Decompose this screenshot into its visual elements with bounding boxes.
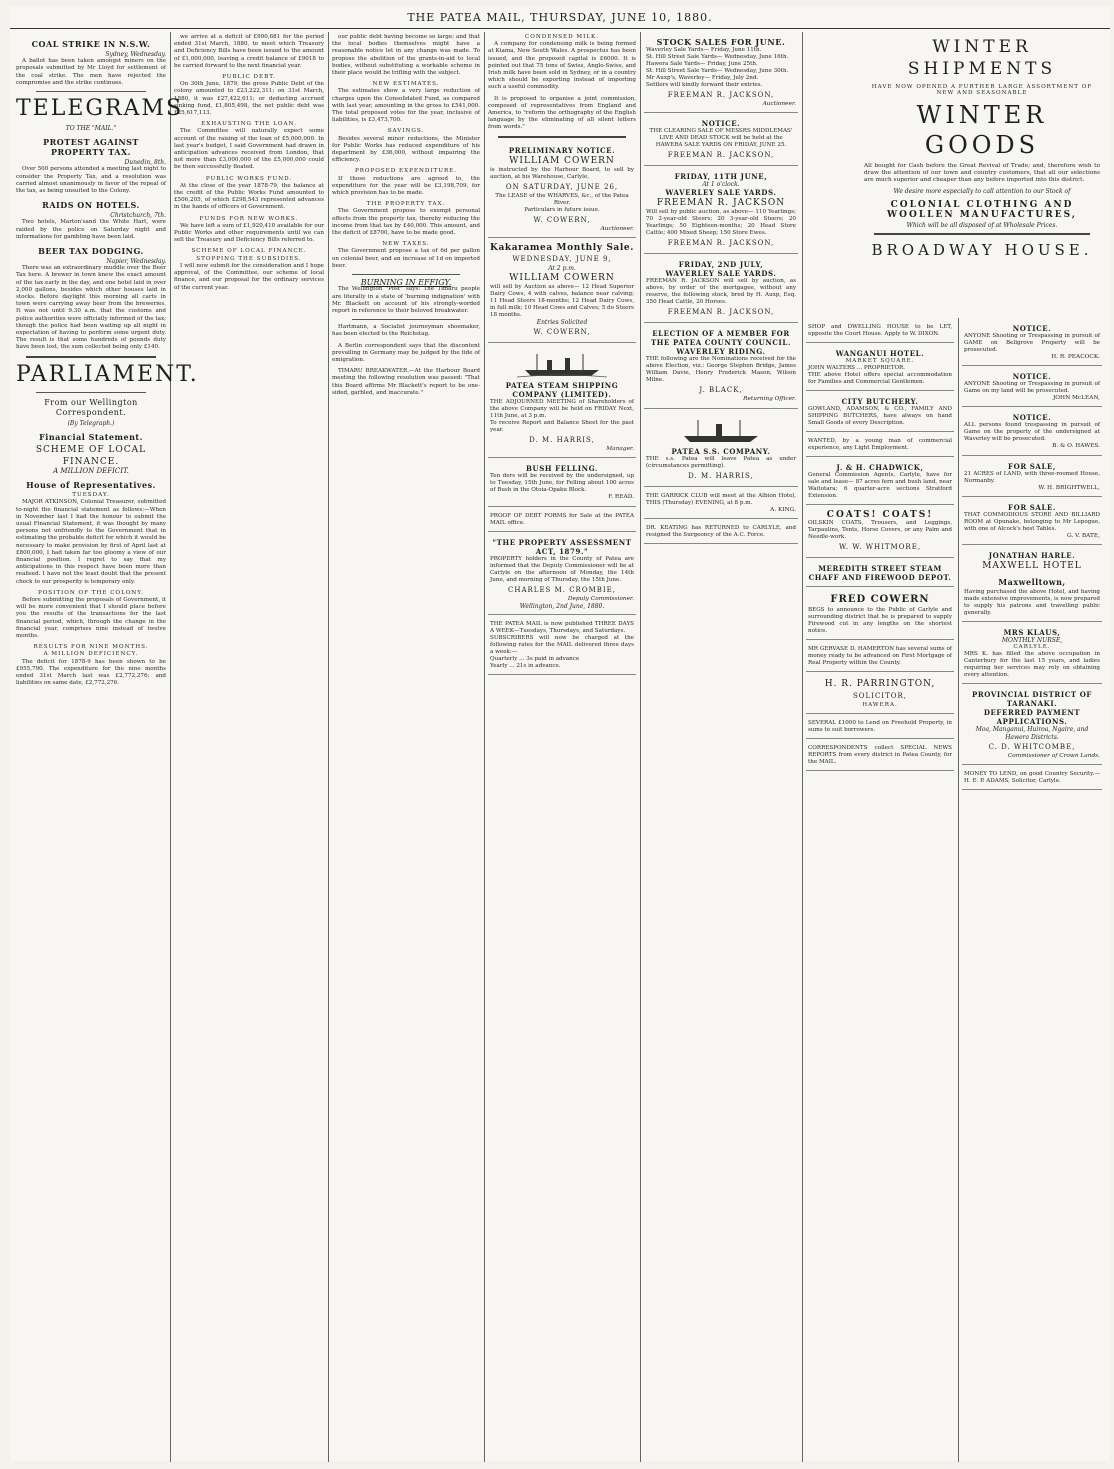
ad-signature: FREEMAN R. JACKSON, — [667, 308, 775, 317]
newspaper-page — [10, 6, 1110, 1461]
ad-text: Ten ders will be received by the undersigned, up to Tuesday, 15th June, for Felling about 100 acres of Bush in the Otoia-Opaku Block. — [490, 473, 634, 494]
ad-line: Mr Auxp's, Waverley— Friday, July 2nd. — [646, 75, 759, 81]
ad-signature: W. COWERN, — [533, 328, 591, 337]
ad-text: BEGS to announce to the Public of Carlyle and surrounding district that he is prepared to supply Firewood cut in any lengths on the shortest notice. — [808, 607, 952, 635]
ad-text: MR GERVASE D. HAMERTON has several sums of money ready to be advanced on First Mortgage of Real Property within the County. — [808, 646, 952, 667]
ad-time: At 2 p.m. — [548, 264, 576, 272]
ad-role: Returning Officer. — [743, 396, 796, 403]
ad-auctioneer: FREEMAN R. JACKSON — [656, 198, 786, 209]
ad-role: Manager. — [606, 446, 634, 453]
ad-title: ELECTION OF A MEMBER FOR THE PATEA COUNTY COUNCIL. — [650, 329, 791, 348]
article-text: The Government propose to exempt personal effects from the property tax, thereby reducing the income from that tax by £40,000. This amount, and the deficit of £8700, have to be made good. — [332, 208, 480, 237]
winter-shipments-ad — [864, 36, 1100, 261]
ad-chadwick — [806, 459, 954, 505]
ad-title: NOTICE. — [701, 119, 741, 129]
ad-text: THE PATEA MAIL is now published THREE DAYS A WEEK—Tuesdays, Thursdays, and Saturdays. — [490, 621, 634, 635]
ad-garrick-club — [644, 489, 798, 519]
ad-signature: B. & O. HAWES. — [1052, 443, 1100, 450]
ad-text: SEVERAL £1000 to Lend on Freehold Property, in sums to suit borrowers. — [808, 720, 952, 734]
ad-text: THE s.s. Patea will leave Patea as under (circumstances permitting). — [646, 455, 796, 469]
ad-heading: WAVERLEY SALE YARDS. — [665, 269, 777, 279]
ad-title: WANGANUI HOTEL. — [835, 349, 925, 358]
ad-heading: WINTER GOODS — [916, 101, 1048, 159]
heading-position: POSITION OF THE COLONY. — [37, 589, 145, 596]
ad-wanted — [806, 434, 954, 457]
heading-beer-tax: BEER TAX DODGING. — [38, 246, 144, 257]
divider — [874, 233, 1090, 235]
ad-dr-keating — [644, 521, 798, 544]
ad-provincial-district — [962, 686, 1102, 765]
ad-signature: W. W. WHITMORE, — [838, 543, 922, 552]
ad-text: All bought for Cash before the Great Revival of Trade; and, therefore wish to draw the attention of our town and country customers, that all our selections are much superior and cheaper than any before imported into this district. — [864, 163, 1100, 184]
ad-title: PROVINCIAL DISTRICT OF TARANAKI. — [972, 690, 1092, 709]
ad-title: CITY BUTCHERY. — [841, 397, 919, 407]
ad-heading: DEFERRED PAYMENT APPLICATIONS. — [983, 708, 1081, 727]
ad-text: Quarterly ... 3s paid in advance — [490, 656, 580, 663]
article-text: Before submitting the proposals of Government, it will be more convenient that I should place before you the results of the transactions for the last financial period, which, through the change in the financial year, comprises nine instead of twelve months. — [16, 596, 166, 639]
ad-text: The LEASE of the WHARVES, &c., of the Patea River. — [495, 192, 629, 206]
ad-title: PATEA STEAM SHIPPING COMPANY (LIMITED). — [505, 381, 619, 400]
ad-signature: FREEMAN R. JACKSON, — [667, 151, 775, 160]
ad-role: Auctioneer. — [762, 101, 796, 107]
heading-deficiency: A MILLION DEFICIENCY. — [43, 651, 139, 658]
article-text: A Berlin correspondent says that the discontent prevailing in Germany may be judged by the tide of emigration. — [332, 342, 480, 363]
ad-chaff-depot — [806, 560, 954, 587]
ad-text: FREEMAN R. JACKSON will sell by auction, as above, by order of the mortgagee, without any reserve, the following stock, bred by H. Auxp, Esq. 350 Head Cattle, 20 Horses. — [646, 278, 796, 306]
ad-debt-forms — [488, 509, 636, 532]
ad-title: MEREDITH STREET STEAM CHAFF AND FIREWOOD DEPOT. — [808, 564, 952, 583]
ad-title: JONATHAN HARLE. — [988, 551, 1076, 561]
ad-title: NOTICE. — [1012, 324, 1052, 333]
heading-funds: FUNDS FOR NEW WORKS. — [199, 215, 299, 222]
ad-text: Which will be all disposed of at Wholesale Prices. — [906, 221, 1058, 229]
ad-title: NOTICE. — [1012, 413, 1052, 423]
article-text: we arrive at a deficit of £990,681 for the period ended 31st March, 1880, to meet which Treasury and Deficiency Bills have been issued to the amount of £1,000,000, leaving a credit balance of £9018 to be carried forward to the next financial year. — [174, 34, 324, 69]
ad-preliminary-notice — [488, 142, 636, 238]
heading-subsidies: STOPPING THE SUBSIDIES. — [196, 255, 302, 262]
ad-waverley-sale-1 — [644, 168, 798, 254]
ad-line: St. Hill Street Sale Yards— Wednesday, June 30th. — [646, 68, 789, 74]
ad-text: SHOP and DWELLING HOUSE to be LET, opposite the Court House. Apply to W. DIXON. — [808, 324, 952, 337]
ad-text: ANYONE Shooting or Trespassing in pursuit of GAME on Bellgrove Property will be prosecuted. — [964, 333, 1100, 353]
ad-maxwell-hotel — [962, 547, 1102, 622]
ad-line: St. Hill Street Sale Yards— Wednesday, June 16th. — [646, 54, 789, 60]
ad-text: WANTED, by a young man of commercial experience, any Light Employment. — [808, 438, 952, 452]
column-rule — [328, 32, 329, 1462]
heading-parliament: PARLIAMENT. — [16, 361, 199, 387]
column-4 — [488, 34, 636, 1462]
column-rule — [802, 32, 803, 1462]
column-rule — [170, 32, 171, 1462]
dateline: Napier, Wednesday. — [106, 258, 166, 266]
ad-subtitle: MARKET SQUARE. — [845, 358, 915, 364]
heading-savings: SAVINGS. — [387, 128, 425, 135]
article-text: It is proposed to organise a joint commission, composed of representatives from England and America, to "reform the orthography of the English language by the eliminating of all silent letters from words." — [488, 95, 636, 131]
divider — [26, 356, 156, 358]
ad-place: CARLYLE. — [1013, 644, 1051, 651]
ad-text: ALL persons found trespassing in pursuit of Game on the property of the undersigned at Waverley will be prosecuted. — [964, 422, 1100, 443]
ad-role: Auctioneer. — [600, 225, 634, 232]
ad-heading: WAVERLEY SALE YARDS. — [665, 188, 777, 198]
ad-signature: FREEMAN R. JACKSON, — [667, 91, 775, 99]
column-5 — [644, 34, 798, 1462]
article-text: Hartmann, a Socialist journeyman shoemaker, has been elected to the Reichstag. — [332, 324, 480, 338]
ad-title: H. R. PARRINGTON, — [824, 679, 936, 690]
subheading: TO THE "MAIL." — [65, 125, 117, 133]
ad-text: Entries Solicited — [536, 319, 588, 327]
column-6 — [806, 320, 954, 1460]
ad-text: MONEY TO LEND, on good Country Security.—H. E. P. ADAMS, Solicitor, Carlyle. — [964, 771, 1100, 785]
ad-patea-ss — [644, 411, 798, 487]
column-rule — [484, 32, 485, 1462]
ad-title: Kakaramea Monthly Sale. — [490, 242, 634, 253]
ad-title: COATS! COATS! — [826, 510, 934, 521]
ad-text: THE GARRICK CLUB will meet at the Albion Hotel, THIS (Thursday) EVENING, at 8 p.m. — [646, 492, 796, 506]
column-7 — [962, 320, 1102, 1460]
heading-telegrams: TELEGRAMS — [16, 96, 184, 122]
byline: From our Wellington Correspondent. — [44, 397, 138, 417]
divider — [352, 274, 460, 275]
divider — [352, 319, 460, 320]
ad-text: THE following are the Nominations received for the above Election, viz.: George Stephen Bridge, James William Davie, Henry Frederick Mason, Wilson Milne. — [646, 356, 796, 384]
article-text: There was an extraordinary muddle over the Beer Tax here. A brewer in town knew the exact amount of the tax early in the day, and one hotel laid in over 2,000 gallons, besides which other houses laid in stocks. Before daylight this morning all carts in town were carrying away beer from the breweries. It was not until 9.30 a.m. that the customs and police authorities were officially informed of the tax; though the police had been waiting up all night in expectation of having to perform some urgent duty. The result is that some hundreds of pounds duty have been lost, the sum collected being only £140. — [16, 265, 166, 351]
article-text: Over 500 persons attended a meeting last night to consider the Property Tax, and a resolution was carried almost unanimously in favor of the repeal of the tax, as being unsuited to the Colony. — [16, 166, 166, 195]
heading-new-taxes: NEW TAXES. — [382, 241, 430, 248]
ad-time: At 1 o'clock. — [702, 181, 740, 189]
article-text: If those reductions are agreed to, the expenditure for the year will be £3,198,709, for which provision has to be made. — [332, 175, 480, 197]
ad-signature: H. R. PEACOCK. — [1051, 354, 1100, 360]
ad-election — [644, 325, 798, 408]
ad-text: Moa, Manganui, Huiroa, Ngaire, and Hawera Districts. — [975, 726, 1089, 741]
heading-public-works: PUBLIC WORKS FUND. — [205, 175, 293, 182]
ad-text: Yearly ... 21s in advance. — [490, 663, 561, 670]
article-text: MAJOR ATKINSON, Colonial Treasurer, submitted to-night the financial statement as follows:—When in November last I had the honour to submit the usual Financial Statement, it was thought by many persons not unfriendly to the Government that in estimating the probable deficit for which it would be necessary to make provision by first of April last at £800,000, I had taken far too gloomy a view of our financial position. I regret to say that my anticipations in this respect have been more than realised. I have not the least doubt that the present check to our prosperity is temporary only. — [16, 499, 166, 585]
ad-line: Waverley Sale Yards— Friday, June 11th. — [646, 47, 762, 53]
ad-title: WINTER SHIPMENTS — [907, 37, 1057, 79]
ad-fred-cowern — [806, 589, 954, 640]
ad-signature: FREEMAN R. JACKSON, — [667, 239, 775, 248]
article-text: The Government propose a tax of 6d per gallon on colonial beer, and an increase of 1d on imported beer. — [332, 248, 480, 269]
ad-text: THE ADJOURNED MEETING of Shareholders of the above Company will be held on FRIDAY Next, 11th June, at 3 p.m. — [490, 399, 634, 420]
ad-signature: C. D. WHITCOMBE, — [988, 742, 1076, 751]
ad-clearing-sale — [644, 115, 798, 166]
ad-text: GOWLAND, ADAMSON, & CO., FAMILY AND SHIPPING BUTCHERS, have always on hand Small Goods of every Description. — [808, 406, 952, 427]
ad-text: PROPERTY holders in the County of Patea are informed that the Deputy Commissioner will be at Carlyle on the afternoon of Monday, the 14th June, and morning of Thursday, the 15th June. — [490, 555, 634, 583]
article-text: We have left a sum of £1,920,410 available for our Public Works and other requirements until we can sell the Treasury and Deficiency Bills referred to. — [174, 222, 324, 244]
ad-auctioneer: WILLIAM COWERN — [509, 273, 615, 284]
masthead-title: THE PATEA MAIL, THURSDAY, JUNE 10, 1880. — [407, 10, 713, 24]
ad-text: To receive Report and Balance Sheet for the past year. — [490, 420, 634, 434]
heading-expenditure: PROPOSED EXPENDITURE. — [354, 168, 458, 175]
heading-loan: EXHAUSTING THE LOAN. — [201, 121, 297, 128]
ad-signature: CHARLES M. CROMBIE, — [508, 585, 616, 594]
ad-city-butchery — [806, 393, 954, 432]
ad-text: OILSKIN COATS, Trousers, and Leggings, Tarpaulins, Tents, Horse Covers, or any Palm and Needle-work. — [808, 520, 952, 541]
divider — [36, 91, 146, 92]
heading-effigy: BURNING IN EFFIGY. — [360, 278, 452, 288]
ad-heading: MAXWELL HOTEL — [982, 561, 1082, 572]
ad-date: Wellington, 2nd June, 1880. — [519, 602, 605, 610]
ad-text: General Commission Agents, Carlyle, have for sale and lease— 87 acres fern and bush land, near Waitotara; 6 quarter-acre sections Stratford Extension. — [808, 472, 952, 500]
heading-coal-strike: COAL STRIKE IN N.S.W. — [31, 39, 151, 49]
ad-bush-felling — [488, 460, 636, 506]
heading-results: RESULTS FOR NINE MONTHS. — [33, 644, 149, 651]
ad-patea-mail — [488, 617, 636, 675]
ad-notice-hawes — [962, 409, 1102, 455]
ad-text: is instructed by the Harbour Board, to sell by auction, at his Warehouse, Carlyle, — [490, 166, 634, 180]
ad-coats — [806, 507, 954, 558]
ad-text: Having purchased the above Hotel, and having made extensive improvements, is now prepared to supply his patrons and travelling public generally. — [964, 589, 1100, 617]
article-text: our public debt having become so large; and that the local bodies themselves might have a reasonable notice let in any change was made. To propose the abolition of the grants-in-aid to local bodies, without substituting a workable scheme in their place would be trifling with the subject. — [332, 34, 480, 77]
article-text: Two hotels, Marton'sand the White Hart, were raided by the police on Saturday night and informations for gambling have been laid. — [16, 219, 166, 240]
ad-signature: JOHN McLEAN, — [1052, 395, 1100, 402]
ad-title: FRED COWERN — [830, 594, 930, 606]
column-2 — [174, 34, 324, 1462]
ad-signature: F. READ. — [608, 494, 634, 501]
ad-signature: J. BLACK, — [699, 386, 743, 395]
dateline: Sydney, Wednesday. — [105, 51, 166, 58]
article-text: TIMARU BREAKWATER.—At the Harbour Board meeting the following resolution was passed: "That this Board affirms Mr Blackett's report to be one-sided, garbled, and inaccurate." — [332, 368, 480, 396]
ad-signature: D. M. HARRIS, — [529, 436, 595, 445]
divider — [36, 392, 146, 393]
ad-signature: D. M. HARRIS, — [688, 471, 754, 480]
byline-sub: (By Telegraph.) — [67, 419, 115, 427]
ad-money-to-lend — [962, 767, 1102, 790]
column-rule — [640, 32, 641, 1462]
ad-hamerton — [806, 642, 954, 672]
ad-heading: WAVERLEY RIDING. — [676, 347, 766, 357]
article-text: I will now submit for the consideration and I hope approval, of the Committee, our scheme of local finance, and our proposal for the ordinary services of the current year. — [174, 262, 324, 291]
ad-lend — [806, 716, 954, 739]
ad-role: Deputy Commissioner. — [567, 595, 634, 602]
ad-title: "THE PROPERTY ASSESSMENT ACT, 1879." — [492, 537, 632, 556]
article-text: At the close of the year 1878-79, the balance at the credit of the Public Works Fund amounted to £506,205, of which £298,543 represented advances in the hands of officers of Government. — [174, 182, 324, 211]
ad-heading: BROADWAY HOUSE. — [871, 240, 1093, 259]
ad-subtitle: Maxwelltown, — [998, 577, 1066, 588]
divider — [498, 136, 626, 138]
heading-estimates: NEW ESTIMATES. — [372, 81, 440, 88]
column-3 — [332, 34, 480, 1462]
article-text: A company for condensing milk is being formed at Kiama, New South Wales. A prospectus has been issued, and the proposed capital is £6000. It is pointed out that 75 tons of Swiss, Anglo-Swiss, and Irish milk have been sold in Sydney, or in a country which should be exporting instead of importing such a useful commodity. — [488, 41, 636, 91]
ad-title: NOTICE. — [1012, 372, 1052, 382]
ad-text: THAT COMMODIOUS STORE AND BILLIARD ROOM at Opunake, belonging to Mr Lepogue, with one of Alcock's best Tables. — [964, 511, 1100, 532]
ad-subtitle: SOLICITOR, — [853, 692, 907, 701]
ad-steam-shipping — [488, 345, 636, 458]
ad-text: SUBSCRIBERS will now be charged at the following rates for the MAIL delivered three days a week:— — [490, 635, 634, 656]
ad-parrington — [806, 674, 954, 714]
ad-auctioneer: WILLIAM COWERN — [509, 155, 615, 166]
ad-notice-mclean — [962, 368, 1102, 407]
ad-title: PRELIMINARY NOTICE. — [508, 145, 616, 155]
heading-milk: CONDENSED MILK. — [524, 34, 599, 40]
steamship-icon — [676, 418, 766, 444]
masthead-rule — [10, 28, 1110, 29]
ad-title: FRIDAY, 2ND JULY, — [678, 260, 764, 270]
column-1 — [16, 34, 199, 1462]
ad-heading: COLONIAL CLOTHING AND WOOLLEN MANUFACTURES, — [887, 199, 1077, 220]
ad-text: DR. KEATING has RETURNED to CARLYLE, and resigned the Surgeoncy of the A.C. Force. — [646, 524, 796, 538]
ad-text: CORRESPONDENTS collect SPECIAL NEWS REPORTS from every district in Patea County, for the MAIL. — [808, 745, 952, 766]
ad-mrs-klaus — [962, 624, 1102, 684]
ad-text: 21 ACRES of LAND, with three-roomed House, Normanby. — [964, 470, 1100, 484]
heading-day: TUESDAY. — [72, 492, 110, 499]
heading-public-debt: PUBLIC DEBT. — [222, 74, 276, 81]
ad-stock-sales — [644, 34, 798, 113]
heading-financial: Financial Statement. — [39, 431, 143, 442]
ad-title: FOR SALE. — [1008, 502, 1056, 512]
ad-text: PROOF OF DEBT FORMS for Sale at the PATEA MAIL office. — [490, 512, 634, 526]
ad-subtitle: HAVE NOW OPENED A FURTHER LARGE ASSORTMENT OF NEW AND SEASONABLE — [871, 84, 1093, 96]
ad-title: J. & H. CHADWICK, — [836, 463, 924, 473]
steamship-icon — [517, 352, 607, 378]
article-text: The Wellington "Post" says: The Timaru people are literally in a state of 'burning indignation' with Mr. Blackett on account of his strongly-worded report in reference to their beloved breakwater. — [332, 286, 480, 314]
heading-property-tax: THE PROPERTY TAX. — [366, 201, 446, 208]
ad-text: THE above Hotel offers special accommodation for Families and Commercial Gentlemen. — [808, 372, 952, 386]
article-text: The Committee will naturally expect some account of the raising of the loan of £5,000,000. In last year's budget, I said Government had drawn in anticipation advances received from London, that not more than £3,000,000 of the £5,000,000 could be then successfully floated. — [174, 128, 324, 171]
ad-signature: W. H. BRIGHTWELL, — [1038, 484, 1100, 491]
ad-notice-peacock — [962, 320, 1102, 366]
ad-signature: G. V. BATE, — [1066, 532, 1100, 539]
ad-title: MRS KLAUS, — [1003, 628, 1061, 638]
ad-title: BUSH FELLING. — [526, 464, 598, 474]
heading-deficit: A MILLION DEFICIT. — [53, 466, 129, 475]
ad-text: We desire more especially to call attention to our Stock of — [893, 187, 1071, 195]
ad-text: THE CLEARING SALE OF MESSRS MIDDLEMAS' LIVE AND DEAD STOCK will be held at the HAWERA SALE YARDS ON FRIDAY, JUNE 25. — [649, 128, 793, 149]
article-text: The deficit for 1878-9 has been shown to be £955,790. The expenditure for the nine months ended 31st March last was £2,772,276; and liabilities on same date, £2,772,276. — [16, 658, 166, 687]
ad-for-sale-store — [962, 499, 1102, 545]
ad-line: Hawera Sale Yards— Friday, June 25th. — [646, 61, 758, 67]
ad-title: FOR SALE, — [1008, 461, 1056, 471]
ad-text: Will sell by public auction, as above— 110 Yearlings; 70 2-year-old Steers; 20 3-year-old Steers; 20 Yearlings; 50 Eighteen-months; 20 Head Store Cattle; 400 Mixed Sheep; 150 Store Ewes. — [646, 209, 796, 237]
ad-signature: W. COWERN, — [533, 215, 591, 224]
heading-scheme: SCHEME OF LOCAL FINANCE. — [35, 444, 147, 467]
ad-for-sale-land — [962, 458, 1102, 497]
ad-shop — [806, 320, 954, 343]
ad-text: MRS K. has filled the above occupation in Canterbury for the last 15 years, and ladies requiring her services may rely on obtaining every attention. — [964, 651, 1100, 679]
ad-kakaramea-sale — [488, 240, 636, 343]
ad-text: Settlers will kindly forward their entries. — [646, 82, 763, 88]
ad-subtitle: MONTHLY NURSE, — [1001, 637, 1063, 645]
ad-place: HAWERA. — [862, 702, 898, 709]
ad-signature: A. KING. — [770, 506, 796, 513]
ad-text: will sell by Auction as above— 12 Head Superior Dairy Cows, 4 with calves, balance near calving; 11 Head Steers 18-months; 12 Head Dairy Cows, in full milk; 10 Head Cows and Calves; 5 do Steers 18 months. — [490, 284, 635, 319]
column-rule — [958, 318, 959, 1462]
article-text: A ballot has been taken amongst miners on the proposals submitted by Mr Lloyd for settlement of the coal strike. The men have rejected the compromise and the strike continues. — [16, 58, 166, 86]
heading-raids: RAIDS ON HOTELS. — [42, 200, 140, 211]
ad-title: PATEA S.S. COMPANY. — [671, 446, 771, 456]
heading-house: House of Representatives. — [26, 480, 156, 491]
ad-text: Particulars in future issue. — [524, 206, 600, 213]
ad-date: WEDNESDAY, JUNE 9, — [512, 254, 612, 263]
dateline: Dunedin, 8th. — [124, 159, 166, 167]
ad-wanganui-hotel — [806, 345, 954, 391]
dateline: Christchurch, 7th. — [110, 212, 166, 220]
article-text: The estimates show a very large reduction of charges upon the Consolidated Fund, as compared with last year, amounting in the gross to £541,000. The total proposed votes for the year, inclusive of liabilities, is £3,473,700. — [332, 88, 480, 124]
ad-title: FRIDAY, 11TH JUNE, — [674, 172, 768, 182]
ad-correspondents — [806, 741, 954, 771]
ad-waverley-sale-2 — [644, 256, 798, 323]
ad-proprietor: JOHN WALTERS ... PROPRIETOR. — [808, 365, 906, 372]
heading-property-tax: PROTEST AGAINST PROPERTY TAX. — [43, 137, 139, 158]
heading-scheme: SCHEME OF LOCAL FINANCE. — [191, 248, 307, 255]
ad-title: STOCK SALES FOR JUNE. — [656, 37, 786, 47]
article-text: On 30th June, 1879, the gross Public Debt of the colony amounted to £23,222,311; on 31st March, 1880, it was £27,422,611; or deducting accrued sinking fund, £1,805,498, the net public debt was £25,617,113. — [174, 81, 324, 117]
ad-role: Commissioner of Crown Lands. — [1007, 752, 1100, 759]
article-text: Besides several minor reductions, the Minister for Public Works has reduced expenditure of his department by £36,000, without impairing the efficiency. — [332, 135, 480, 164]
ad-property-act — [488, 534, 636, 615]
masthead — [10, 6, 1110, 28]
ad-text: ANYONE Shooting or Trespassing in pursuit of Game on my land will be prosecuted. — [964, 381, 1100, 395]
ad-date: ON SATURDAY, JUNE 26, — [505, 182, 619, 191]
